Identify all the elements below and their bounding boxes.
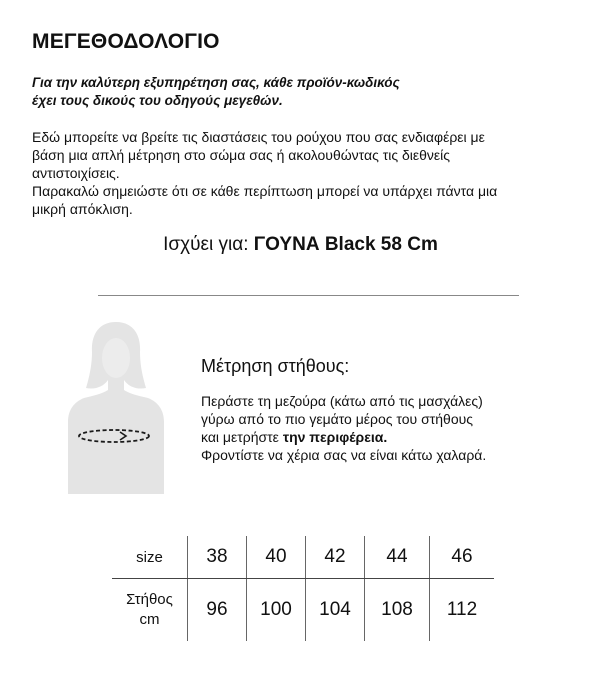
size-cell: 38 <box>188 536 247 579</box>
chest-cell: 104 <box>306 579 365 642</box>
intro-highlight-line-1: Για την καλύτερη εξυπηρέτηση σας, κάθε προϊόν-κωδικός <box>32 75 400 90</box>
chest-cell: 112 <box>430 579 495 642</box>
size-cell: 44 <box>365 536 430 579</box>
chest-row-label-line-2: cm <box>139 611 160 628</box>
measurement-line-3-text: και μετρήστε <box>201 429 279 445</box>
size-cell: 40 <box>247 536 306 579</box>
size-table <box>112 536 494 641</box>
chest-row-label-line-1: Στήθος <box>126 591 173 608</box>
chest-cell: 100 <box>247 579 306 642</box>
measurement-line-4: Φροντίστε να χέρια σας να είναι κάτω χαλαρά. <box>201 447 487 463</box>
intro-line-5: μικρή απόκλιση. <box>32 201 133 217</box>
intro-highlight-line-2: έχει τους δικούς του οδηγούς μεγεθών. <box>32 92 283 108</box>
measurement-title: Μέτρηση στήθους: <box>201 356 350 376</box>
intro-line-4: Παρακαλώ σημειώστε ότι σε κάθε περίπτωση μπορεί να υπάρχει πάντα μια <box>32 183 498 199</box>
size-cell: 46 <box>430 536 495 579</box>
page-title: ΜΕΓΕΘΟΔΟΛΟΓΙΟ <box>32 30 220 53</box>
applies-to-product <box>0 234 601 256</box>
measurement-line-2: γύρω από το πιο γεμάτο μέρος του στήθους <box>201 411 474 427</box>
chest-row <box>112 579 494 642</box>
chest-cell: 96 <box>188 579 247 642</box>
size-row-label: size <box>112 536 188 579</box>
applies-product-name: ΓΟΥΝΑ Black 58 Cm <box>253 234 438 255</box>
size-cell: 42 <box>306 536 365 579</box>
intro-highlight <box>32 74 552 109</box>
measurement-instructions <box>201 392 581 464</box>
measurement-line-3-bold: την περιφέρεια. <box>282 429 388 445</box>
section-divider <box>98 295 519 296</box>
chest-row-label <box>112 579 188 642</box>
measurement-line-1: Περάστε τη μεζούρα (κάτω από τις μασχάλες) <box>201 393 483 409</box>
applies-prefix: Ισχύει για: <box>163 234 249 255</box>
intro-line-2: βάση μια απλή μέτρηση στο σώμα σας ή ακολουθώντας τις διεθνείς <box>32 147 451 163</box>
chest-cell: 108 <box>365 579 430 642</box>
intro-description <box>32 128 572 218</box>
intro-line-1: Εδώ μπορείτε να βρείτε τις διαστάσεις του ρούχου που σας ενδιαφέρει με <box>32 129 485 145</box>
intro-line-3: αντιστοιχίσεις. <box>32 165 120 181</box>
size-row <box>112 536 494 579</box>
measurement-line-3 <box>201 428 581 446</box>
female-torso-silhouette-icon <box>62 318 170 494</box>
